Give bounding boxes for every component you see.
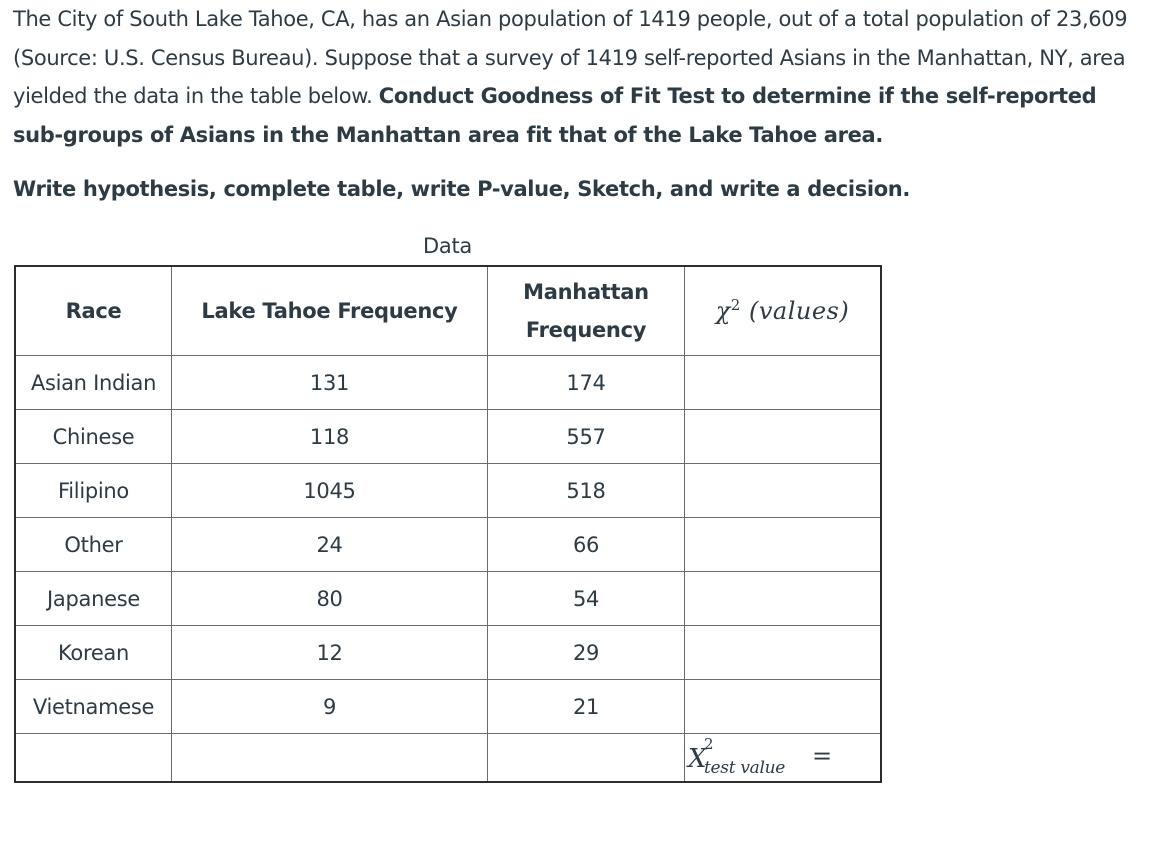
- cell-chi-value[interactable]: [685, 518, 882, 572]
- chi-test-value-cell[interactable]: [685, 734, 882, 783]
- table-body: [15, 356, 881, 783]
- total-cell-empty-2: [172, 734, 488, 783]
- data-table: [14, 265, 882, 783]
- cell-race: Korean: [15, 626, 172, 680]
- table-row: [15, 626, 881, 680]
- problem-statement: [13, 0, 1143, 154]
- cell-chi-value[interactable]: [685, 572, 882, 626]
- header-manhattan-frequency: [488, 266, 685, 356]
- header-chi-square-values: [685, 266, 882, 356]
- header-lake-tahoe-frequency: Lake Tahoe Frequency: [172, 266, 488, 356]
- chi-power: 2: [730, 295, 741, 314]
- table-total-row: [15, 734, 881, 783]
- table-caption: Data: [423, 234, 472, 258]
- table-row: [15, 410, 881, 464]
- total-cell-empty-3: [488, 734, 685, 783]
- cell-manhattan: 54: [488, 572, 685, 626]
- chi-test-subscript: test value: [704, 758, 786, 778]
- chi-test-equals: =: [812, 742, 832, 770]
- cell-race: Asian Indian: [15, 356, 172, 410]
- cell-chi-value[interactable]: [685, 356, 882, 410]
- cell-lake-tahoe: 24: [172, 518, 488, 572]
- chi-symbol: χ: [715, 296, 731, 325]
- cell-chi-value[interactable]: [685, 410, 882, 464]
- cell-race: Japanese: [15, 572, 172, 626]
- cell-race: Filipino: [15, 464, 172, 518]
- instructions: Write hypothesis, complete table, write P-value, Sketch, and write a decision.: [13, 177, 911, 201]
- table-row: [15, 680, 881, 734]
- cell-manhattan: 21: [488, 680, 685, 734]
- cell-race: Vietnamese: [15, 680, 172, 734]
- table-header-row: [15, 266, 881, 356]
- cell-manhattan: 518: [488, 464, 685, 518]
- cell-race: Chinese: [15, 410, 172, 464]
- cell-manhattan: 174: [488, 356, 685, 410]
- header-manhattan-line1: Manhattan: [523, 280, 649, 304]
- cell-manhattan: 29: [488, 626, 685, 680]
- cell-lake-tahoe: 80: [172, 572, 488, 626]
- cell-lake-tahoe: 9: [172, 680, 488, 734]
- cell-lake-tahoe: 12: [172, 626, 488, 680]
- table-row: [15, 518, 881, 572]
- cell-chi-value[interactable]: [685, 626, 882, 680]
- problem-text: The City of South Lake Tahoe, CA, has an Asian population of 1419 people, out of a total population of 23,609 (Source: U.S. Census Bureau). Suppose that a survey of 1419 self-reported Asians in the Manhattan, NY, area yielded the data in the table below.: [13, 7, 1128, 108]
- chi-test-power: 2: [704, 735, 714, 753]
- cell-lake-tahoe: 118: [172, 410, 488, 464]
- cell-manhattan: 66: [488, 518, 685, 572]
- cell-race: Other: [15, 518, 172, 572]
- table-row: [15, 356, 881, 410]
- header-race: Race: [15, 266, 172, 356]
- cell-manhattan: 557: [488, 410, 685, 464]
- table-row: [15, 572, 881, 626]
- cell-chi-value[interactable]: [685, 680, 882, 734]
- cell-lake-tahoe: 131: [172, 356, 488, 410]
- header-manhattan-line2: Frequency: [525, 318, 647, 342]
- cell-lake-tahoe: 1045: [172, 464, 488, 518]
- table-row: [15, 464, 881, 518]
- chi-test-symbol: X: [688, 744, 707, 774]
- chi-values-label: (values): [748, 296, 850, 325]
- cell-chi-value[interactable]: [685, 464, 882, 518]
- total-cell-empty-1: [15, 734, 172, 783]
- problem-bold-text: Conduct Goodness of Fit Test to determine if the self-reported sub-groups of Asians in the Manhattan area fit that of the Lake Tahoe area.: [13, 84, 1097, 147]
